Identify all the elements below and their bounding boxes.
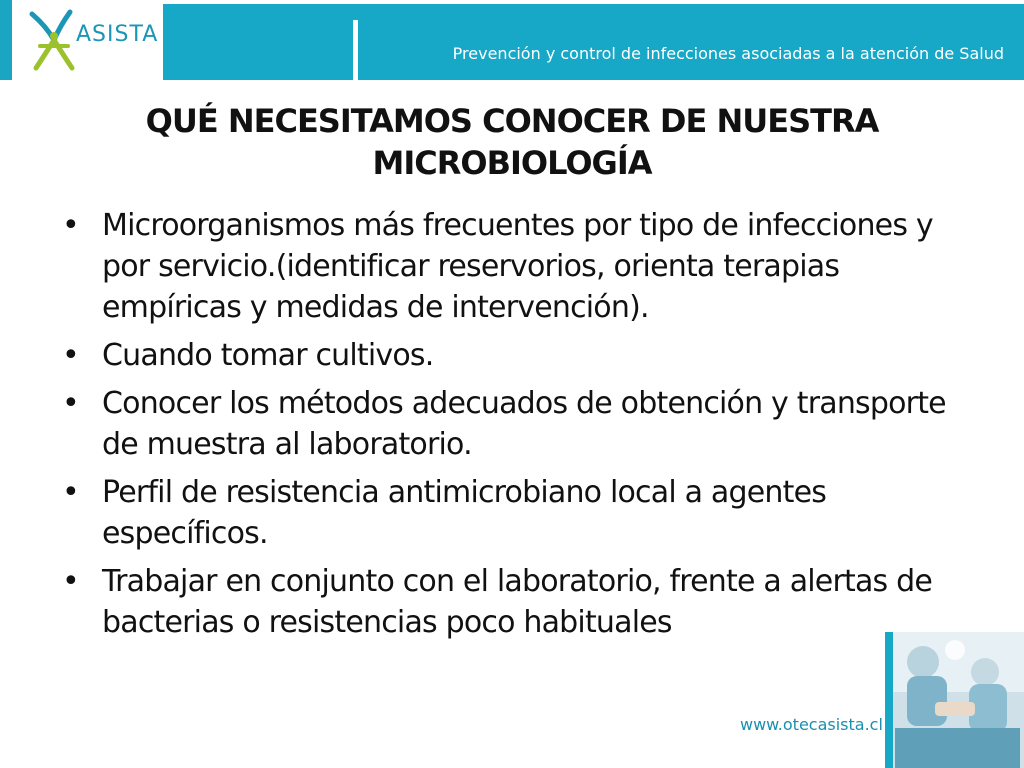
title-line-1: QUÉ NECESITAMOS CONOCER DE NUESTRA — [145, 102, 879, 140]
logo-text: ASISTA — [76, 22, 159, 47]
header-band — [163, 4, 1024, 80]
header-divider — [353, 20, 358, 80]
bullet-item: • Perfil de resistencia antimicrobiano local a agentes específicos. — [58, 472, 968, 554]
logo — [26, 6, 159, 76]
bullet-list — [58, 205, 968, 650]
bullet-item: • Conocer los métodos adecuados de obtención y transporte de muestra al laboratorio. — [58, 383, 968, 465]
header-subtitle: Prevención y control de infecciones asociadas a la atención de Salud — [452, 44, 1004, 63]
bullet-item: • Microorganismos más frecuentes por tipo de infecciones y por servicio.(identificar reservorios, orienta terapias empíricas y medidas de intervención). — [58, 205, 968, 328]
website-link[interactable]: www.otecasista.cl — [740, 715, 883, 734]
bullet-item: • Trabajar en conjunto con el laboratorio, frente a alertas de bacterias o resistencias poco habituales — [58, 561, 968, 643]
left-accent-bar — [0, 0, 12, 80]
title-line-2: MICROBIOLOGÍA — [372, 144, 652, 182]
slide-title — [100, 100, 924, 184]
surgery-scene-image — [885, 632, 1024, 768]
photo-accent-bar — [885, 632, 893, 768]
medical-photo — [885, 632, 1024, 768]
bullet-item: • Cuando tomar cultivos. — [58, 335, 968, 376]
